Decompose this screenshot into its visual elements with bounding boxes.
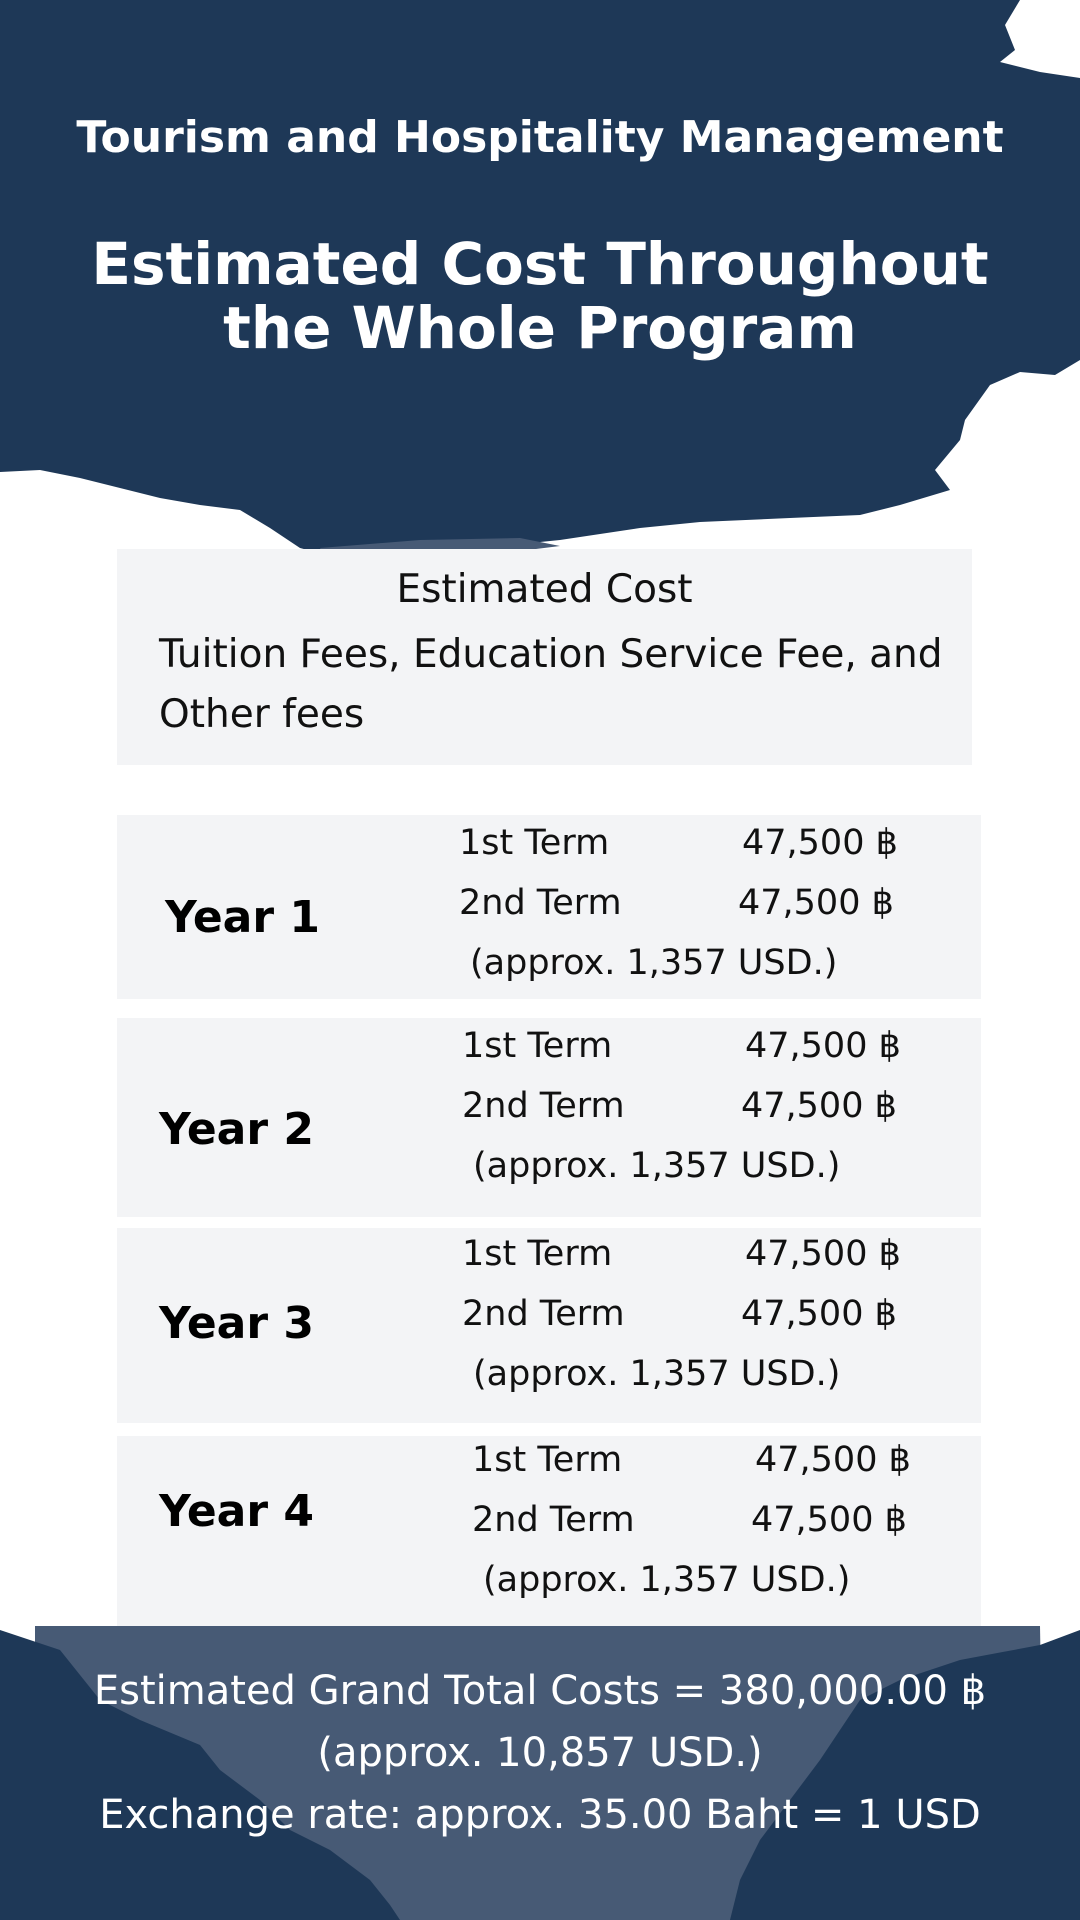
term1-amount: 47,500 ฿	[745, 1026, 901, 1066]
year-label: Year 2	[159, 1104, 314, 1155]
grand-total: Estimated Grand Total Costs = 380,000.00 ฿	[93, 1668, 987, 1714]
cost-summary-heading: Estimated Cost	[396, 567, 693, 612]
year-label: Year 1	[165, 892, 320, 943]
term2-label: 2nd Term	[459, 883, 622, 923]
term2-amount: 47,500 ฿	[738, 883, 894, 923]
year-label: Year 4	[159, 1486, 314, 1537]
term2-label: 2nd Term	[462, 1294, 625, 1334]
year-row	[117, 815, 981, 999]
term1-label: 1st Term	[459, 823, 610, 863]
term2-label: 2nd Term	[472, 1500, 635, 1540]
term2-amount: 47,500 ฿	[741, 1086, 897, 1126]
approx-usd: (approx. 1,357 USD.)	[473, 1354, 841, 1394]
approx-usd: (approx. 1,357 USD.)	[470, 943, 838, 983]
term1-label: 1st Term	[462, 1234, 613, 1274]
cost-summary-description: Tuition Fees, Education Service Fee, and Other fees	[159, 632, 943, 737]
term1-label: 1st Term	[472, 1440, 623, 1480]
term2-label: 2nd Term	[462, 1086, 625, 1126]
term1-amount: 47,500 ฿	[755, 1440, 911, 1480]
program-name: Tourism and Hospitality Management	[76, 112, 1004, 163]
approx-usd: (approx. 1,357 USD.)	[473, 1146, 841, 1186]
approx-usd: (approx. 1,357 USD.)	[483, 1560, 851, 1600]
term1-amount: 47,500 ฿	[742, 823, 898, 863]
year-row	[117, 1228, 981, 1423]
grand-total-usd: (approx. 10,857 USD.)	[317, 1730, 763, 1776]
page-title: Estimated Cost Throughout the Whole Program	[91, 230, 989, 362]
year-label: Year 3	[159, 1298, 314, 1349]
year-row	[117, 1018, 981, 1217]
year-row	[117, 1436, 981, 1626]
term1-label: 1st Term	[462, 1026, 613, 1066]
term1-amount: 47,500 ฿	[745, 1234, 901, 1274]
term2-amount: 47,500 ฿	[751, 1500, 907, 1540]
exchange-rate: Exchange rate: approx. 35.00 Baht = 1 USD	[99, 1792, 981, 1838]
term2-amount: 47,500 ฿	[741, 1294, 897, 1334]
cost-summary-box	[117, 549, 972, 765]
